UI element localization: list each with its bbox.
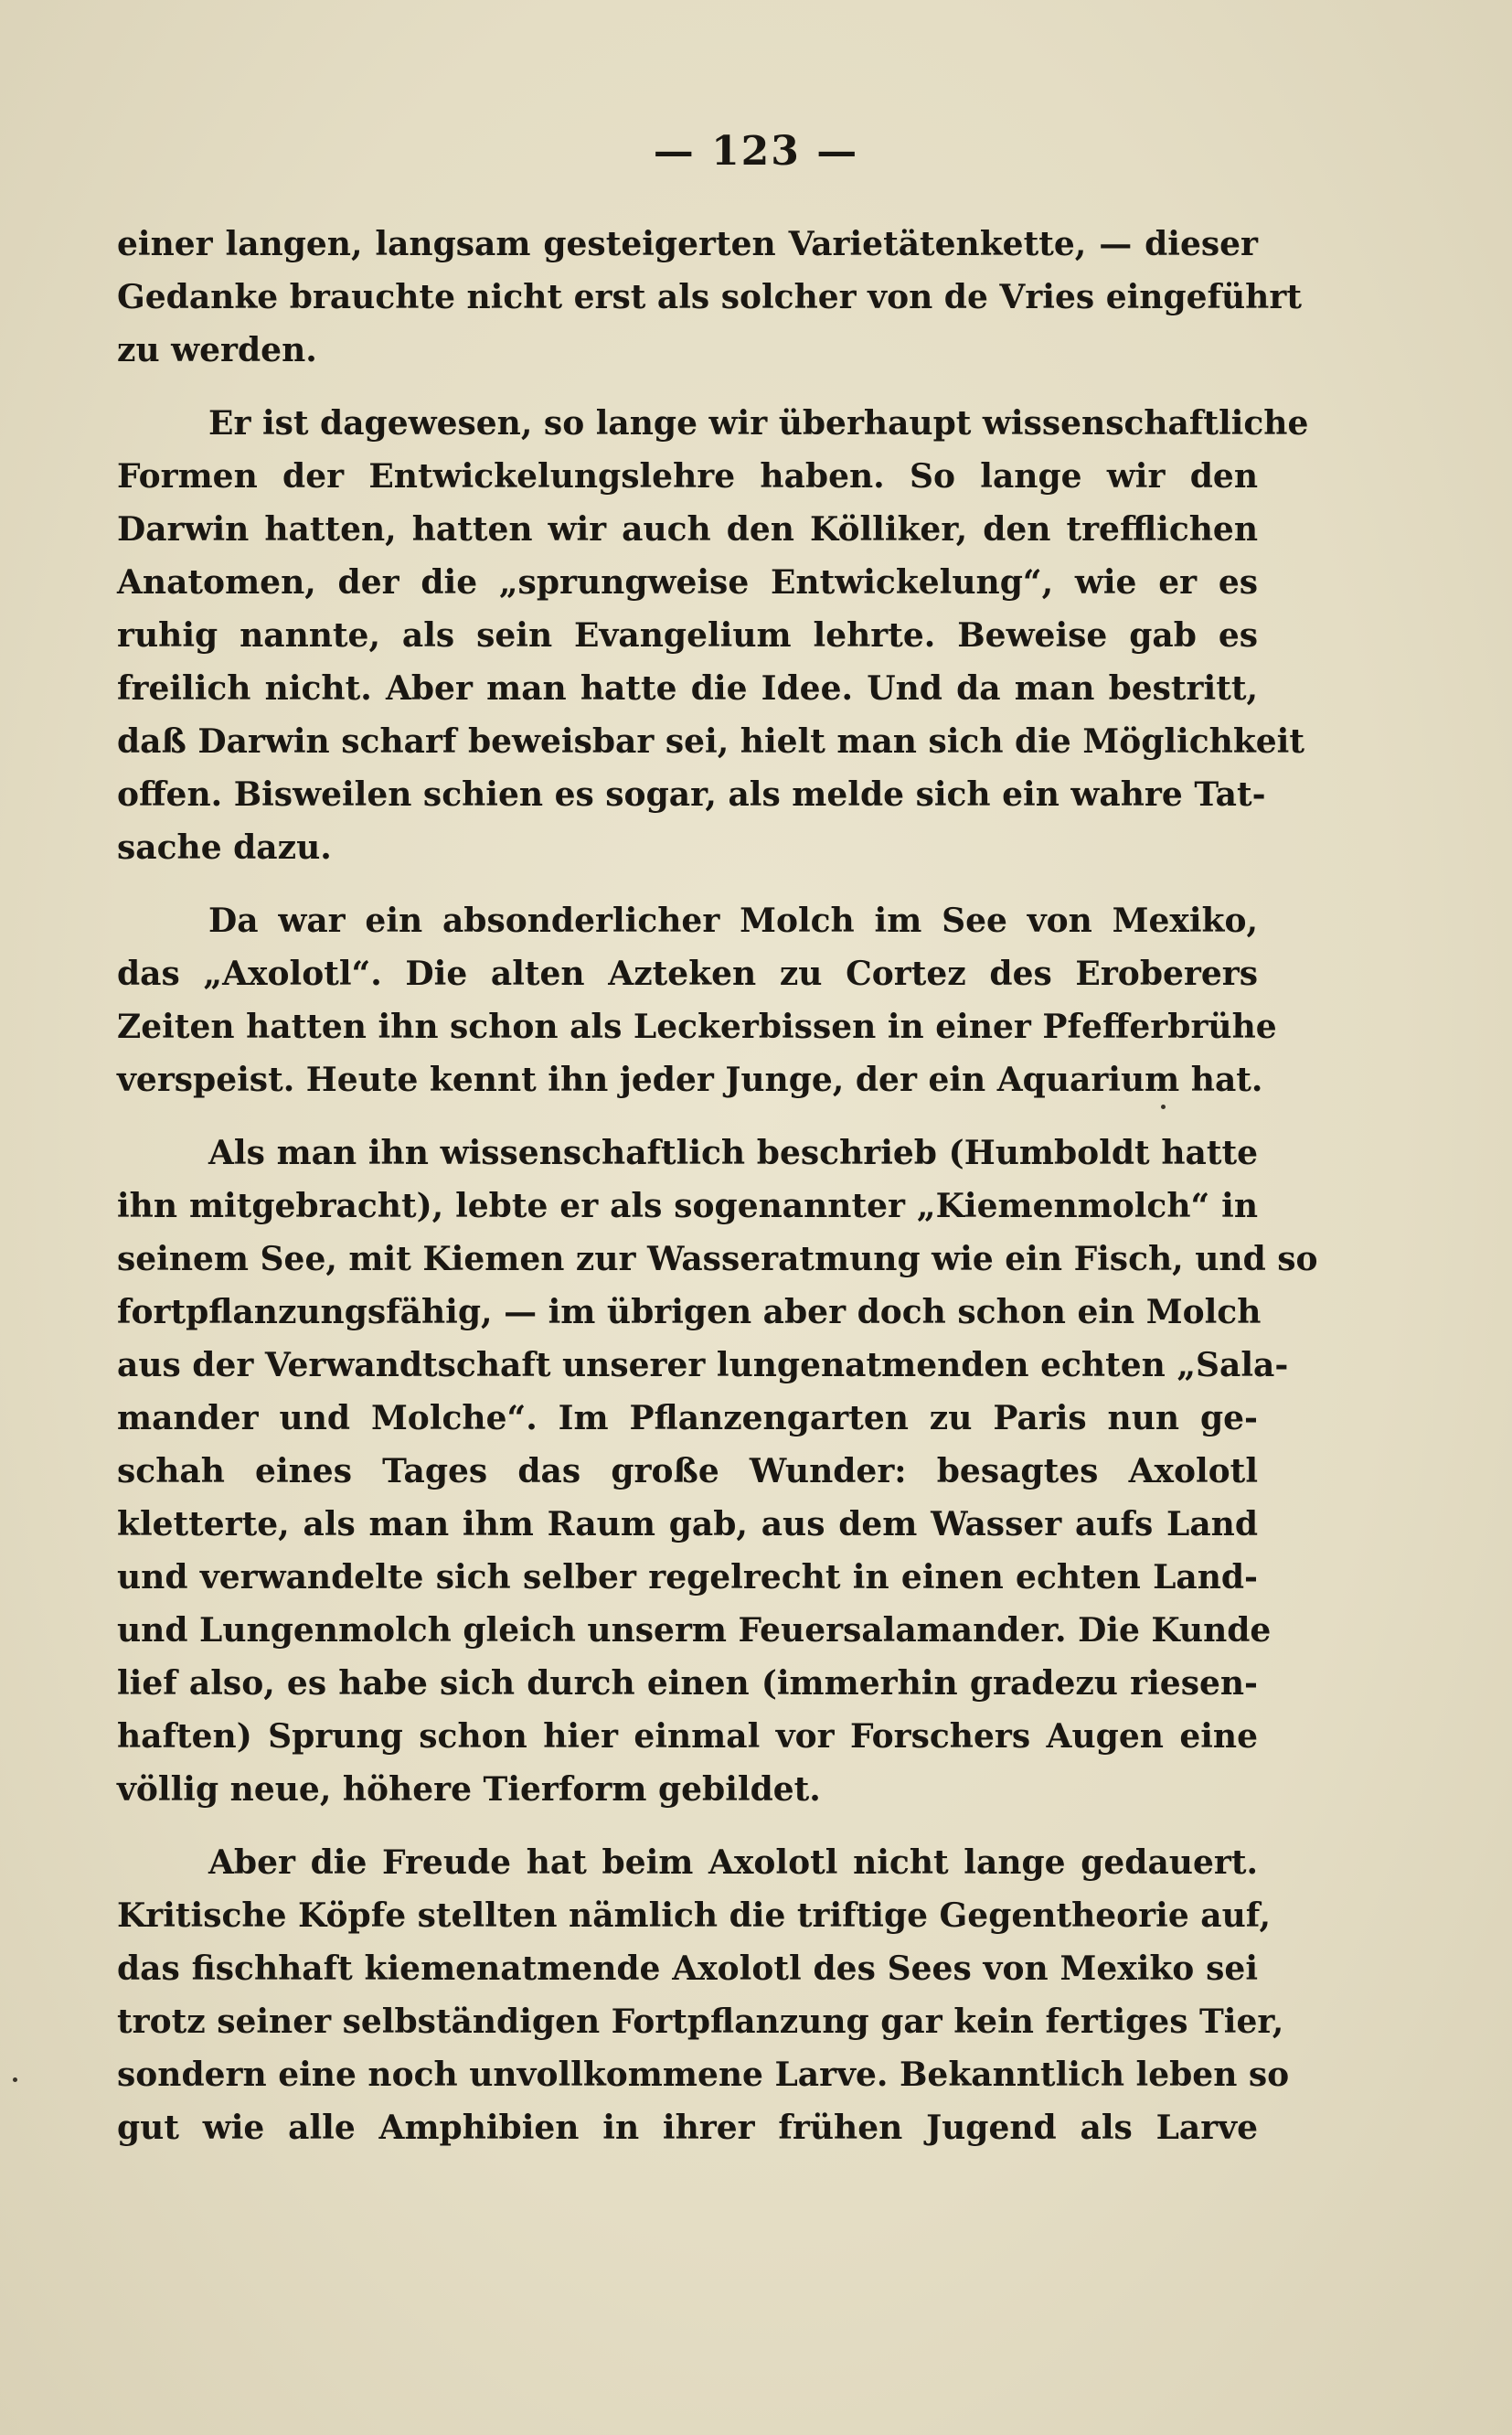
text-line: Zeiten hatten ihn schon als Leckerbissen in einer Pfefferbrühe bbox=[117, 1008, 1277, 1046]
text-line: ihn mitgebracht), lebte er als sogenannter „Kiemenmolch“ in bbox=[117, 1187, 1258, 1225]
text-line: seinem See, mit Kiemen zur Wasseratmung wie ein Fisch, und so bbox=[117, 1240, 1318, 1278]
text-line: Formen der Entwickelungslehre haben. So lange wir den bbox=[117, 457, 1258, 496]
text-line: fortpflanzungsfähig, — im übrigen aber doch schon ein Molch bbox=[117, 1293, 1262, 1331]
body-text bbox=[117, 218, 1318, 2174]
text-line: völlig neue, höhere Tierform gebildet. bbox=[117, 1770, 821, 1809]
paragraph bbox=[117, 1836, 1290, 2154]
text-line: Darwin hatten, hatten wir auch den Kölliker, den trefflichen bbox=[117, 510, 1258, 549]
text-line: Als man ihn wissenschaftlich beschrieb (Humboldt hatte bbox=[208, 1134, 1258, 1172]
text-line: einer langen, langsam gesteigerten Varietätenkette, — dieser bbox=[117, 225, 1258, 263]
text-line: und verwandelte sich selber regelrecht in einen echten Land- bbox=[117, 1558, 1258, 1597]
text-line: ruhig nannte, als sein Evangelium lehrte. Beweise gab es bbox=[117, 616, 1258, 655]
text-line: Aber die Freude hat beim Axolotl nicht lange gedauert. bbox=[208, 1843, 1258, 1882]
text-line: Anatomen, der die „sprungweise Entwickelung“, wie er es bbox=[117, 563, 1258, 602]
text-line: sache dazu. bbox=[117, 828, 332, 867]
text-line: offen. Bisweilen schien es sogar, als melde sich ein wahre Tat- bbox=[117, 775, 1266, 814]
text-line: Da war ein absonderlicher Molch im See von Mexiko, bbox=[208, 902, 1258, 940]
paragraph bbox=[117, 894, 1277, 1106]
paragraph bbox=[117, 218, 1302, 377]
text-line: freilich nicht. Aber man hatte die Idee. Und da man bestritt, bbox=[117, 669, 1258, 708]
text-line: verspeist. Heute kennt ihn jeder Junge, der ein Aquarium hat. bbox=[117, 1061, 1263, 1099]
text-line: gut wie alle Amphibien in ihrer frühen Jugend als Larve bbox=[117, 2109, 1258, 2147]
text-line: aus der Verwandtschaft unserer lungenatmenden echten „Sala- bbox=[117, 1346, 1289, 1384]
paragraph bbox=[117, 1127, 1318, 1816]
text-line: Gedanke brauchte nicht erst als solcher von de Vries eingeführt bbox=[117, 278, 1302, 316]
text-line: das „Axolotl“. Die alten Azteken zu Cortez des Eroberers bbox=[117, 955, 1258, 993]
paper-speck bbox=[13, 2077, 17, 2082]
text-line: Er ist dagewesen, so lange wir überhaupt wissenschaftliche bbox=[208, 404, 1309, 443]
text-line: schah eines Tages das große Wunder: besagtes Axolotl bbox=[117, 1452, 1258, 1490]
text-line: trotz seiner selbständigen Fortpflanzung gar kein fertiges Tier, bbox=[117, 2002, 1284, 2041]
text-line: und Lungenmolch gleich unserm Feuersalamander. Die Kunde bbox=[117, 1611, 1272, 1650]
text-line: das fischhaft kiemenatmende Axolotl des Sees von Mexiko sei bbox=[117, 1949, 1258, 1988]
text-line: haften) Sprung schon hier einmal vor Forschers Augen eine bbox=[117, 1717, 1258, 1756]
paper-speck bbox=[1161, 1105, 1166, 1109]
text-line: mander und Molche“. Im Pflanzengarten zu Paris nun ge- bbox=[117, 1399, 1258, 1437]
text-line: kletterte, als man ihm Raum gab, aus dem Wasser aufs Land bbox=[117, 1505, 1258, 1543]
text-line: daß Darwin scharf beweisbar sei, hielt man sich die Möglichkeit bbox=[117, 722, 1304, 761]
page-number: — 123 — bbox=[653, 128, 859, 175]
text-line: zu werden. bbox=[117, 331, 317, 369]
paragraph bbox=[117, 397, 1309, 874]
text-line: Kritische Köpfe stellten nämlich die triftige Gegentheorie auf, bbox=[117, 1896, 1271, 1935]
text-line: sondern eine noch unvollkommene Larve. Bekanntlich leben so bbox=[117, 2056, 1290, 2094]
text-line: lief also, es habe sich durch einen (immerhin gradezu riesen- bbox=[117, 1664, 1258, 1703]
